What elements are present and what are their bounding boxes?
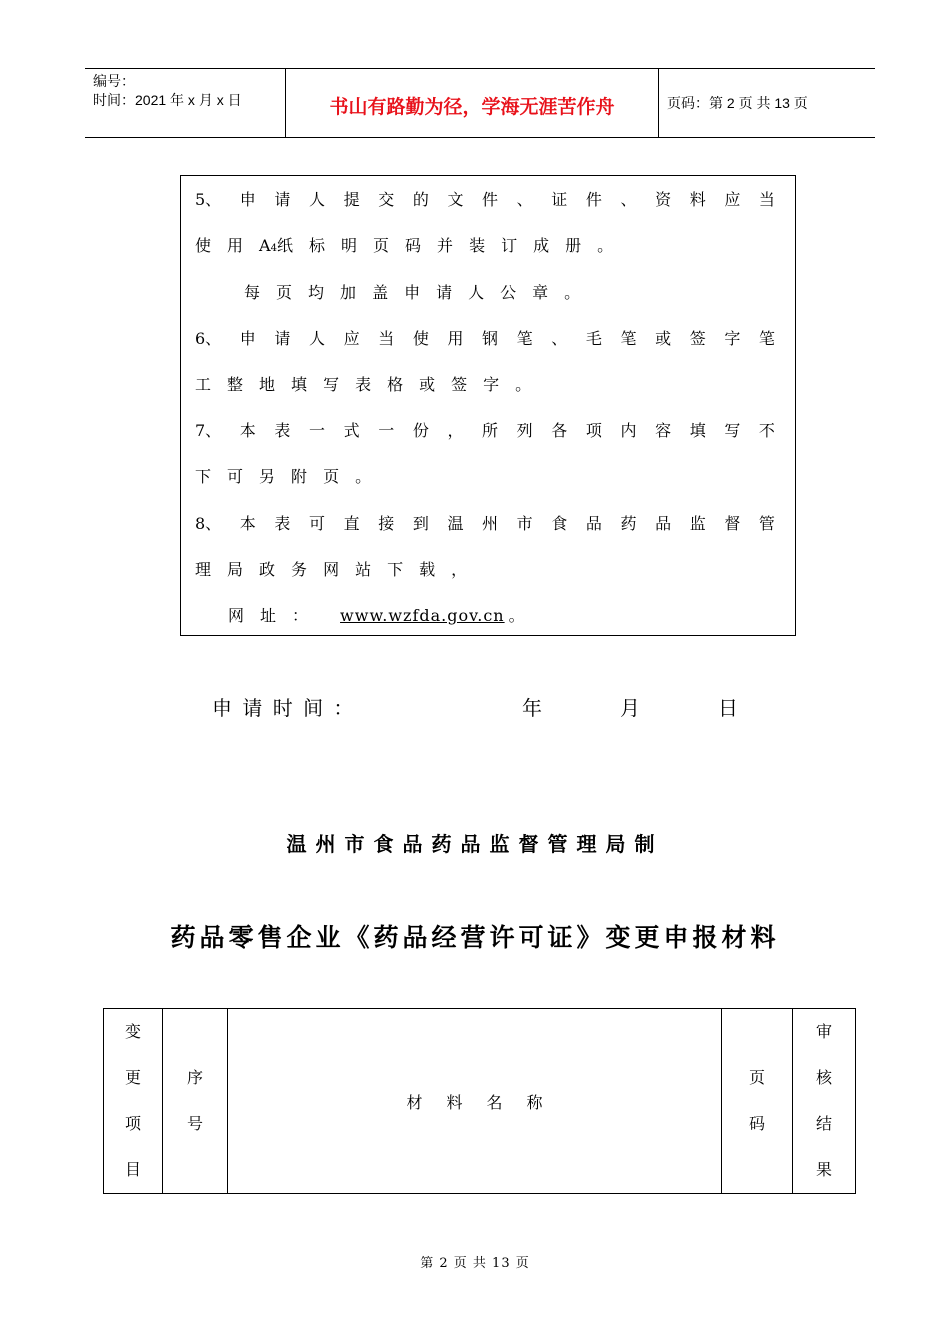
note-char: 料 (689, 190, 706, 209)
note-char: 称 (526, 1092, 543, 1112)
note-char: 市 (516, 514, 533, 533)
note-char: 本 (239, 421, 256, 440)
note-word: 用 (227, 236, 244, 255)
note-char: 名 (486, 1092, 503, 1112)
note-char: 管 (758, 514, 775, 533)
note-char: 人 (468, 283, 485, 302)
note-char: 使 (412, 329, 429, 348)
note-char: 、 (620, 190, 637, 209)
note-char: 。 (515, 375, 532, 394)
number-label: 编号： (93, 73, 135, 89)
note-char: 接 (378, 514, 395, 533)
note-char: 品 (655, 514, 672, 533)
note-tail (277, 235, 629, 257)
note-char: 当 (758, 190, 775, 209)
note-char: 理 (195, 560, 212, 579)
note-char: 字 (483, 375, 500, 394)
note-char: 下 (387, 560, 404, 579)
document-title: 药品零售企业《药品经营许可证》变更申报材料 (170, 923, 780, 952)
note-char: 各 (551, 421, 568, 440)
header-char: 变 (124, 1022, 141, 1041)
table-header-row (104, 1009, 856, 1194)
header-char: 码 (748, 1114, 765, 1133)
note-line (195, 328, 775, 350)
header-char: 页 (748, 1068, 765, 1087)
note-char: 应 (343, 329, 360, 348)
note-char: 到 (412, 514, 429, 533)
note-char: 表 (274, 514, 291, 533)
header-motto: 书山有路勤为径，学海无涯苦作舟 (329, 95, 615, 118)
month-label: 月 (620, 696, 640, 720)
note-char: 码 (405, 236, 422, 255)
note-char: 、 (516, 190, 533, 209)
header-divider (658, 69, 659, 137)
application-date-label: 申 请 时 间 ： (212, 696, 356, 720)
note-char: 笔 (758, 329, 775, 348)
note-char: 份 (412, 421, 429, 440)
header-page-label: 页码：第 2 页 共 13 页 (667, 95, 808, 111)
note-char: 材 (406, 1092, 423, 1112)
note-char: 用 (447, 329, 464, 348)
note-char: 标 (308, 236, 325, 255)
instructions-box (180, 175, 796, 636)
note-char: 下 (195, 467, 212, 486)
note-char: 一 (378, 421, 395, 440)
note-line (195, 513, 775, 535)
note-line (195, 466, 775, 488)
note-char: ： (292, 606, 309, 625)
note-char: 监 (689, 514, 706, 533)
note-line (195, 374, 775, 396)
issuing-authority: 温州市食品药品监督管理局制 (286, 832, 664, 856)
note-char: 字 (724, 329, 741, 348)
note-char: 8、 (195, 514, 222, 533)
note-char: 列 (516, 421, 533, 440)
note-char: 本 (239, 514, 256, 533)
note-char: 订 (501, 236, 518, 255)
note-char: 或 (655, 329, 672, 348)
note-char: 载 (419, 560, 436, 579)
header-char: 核 (815, 1068, 832, 1087)
note-char: 食 (551, 514, 568, 533)
note-char: 药 (620, 514, 637, 533)
note-char: 章 (532, 283, 549, 302)
note-char: 。 (597, 236, 614, 255)
note-char: 5、 (195, 190, 222, 209)
note-char: 文 (447, 190, 464, 209)
header-char: 号 (186, 1114, 203, 1133)
note-char: 人 (309, 190, 326, 209)
note-char: 网 (228, 606, 245, 625)
note-char: 、 (551, 329, 568, 348)
note-char: 请 (274, 329, 291, 348)
header-meta (93, 72, 242, 110)
note-char: 表 (274, 421, 291, 440)
note-char: 工 (195, 375, 212, 394)
note-char: 填 (291, 375, 308, 394)
note-char: 。 (355, 467, 372, 486)
note-char: 6、 (195, 329, 222, 348)
header-page (722, 1009, 793, 1194)
note-char: 件 (585, 190, 602, 209)
header-char: 目 (124, 1160, 141, 1179)
note-char: 公 (500, 283, 517, 302)
header-char: 项 (124, 1114, 141, 1133)
note-char: 当 (378, 329, 395, 348)
note-char: 笔 (620, 329, 637, 348)
paper-size-number: 4 (270, 243, 277, 254)
note-char: 站 (355, 560, 372, 579)
website-link[interactable]: www.wzfda.gov.cn (340, 606, 505, 625)
note-char: 提 (343, 190, 360, 209)
header-change-item (104, 1009, 163, 1194)
header-review-result (793, 1009, 856, 1194)
note-char: 页 (373, 236, 390, 255)
note-char: 笔 (516, 329, 533, 348)
header-material-name (228, 1009, 722, 1194)
note-char: 请 (274, 190, 291, 209)
paper-size (259, 235, 277, 257)
note-char: 成 (533, 236, 550, 255)
note-char: 签 (689, 329, 706, 348)
note-char: 整 (227, 375, 244, 394)
note-char: ， (447, 421, 464, 440)
note-char: 页 (276, 283, 293, 302)
note-char: 人 (309, 329, 326, 348)
note-line (195, 559, 775, 581)
page-header (85, 68, 875, 138)
note-char: 毛 (585, 329, 602, 348)
header-char: 结 (815, 1114, 832, 1133)
note-line (228, 605, 808, 627)
note-char: 应 (724, 190, 741, 209)
note-char: 均 (308, 283, 325, 302)
paper-size-letter: A (259, 236, 271, 255)
note-char: 地 (259, 375, 276, 394)
note-char: 并 (437, 236, 454, 255)
note-char: 装 (469, 236, 486, 255)
note-char: 政 (259, 560, 276, 579)
note-char: 料 (446, 1092, 463, 1112)
url-end: 。 (508, 606, 525, 625)
note-char: 格 (387, 375, 404, 394)
note-char: 申 (239, 190, 256, 209)
note-char: 一 (309, 421, 326, 440)
note-char: 不 (758, 421, 775, 440)
note-char: 7、 (195, 421, 222, 440)
year-label: 年 (522, 696, 542, 720)
note-char: 务 (291, 560, 308, 579)
note-char: 写 (724, 421, 741, 440)
note-char: 纸 (276, 236, 293, 255)
materials-table (103, 1008, 856, 1194)
note-char: 盖 (372, 283, 389, 302)
header-char: 审 (815, 1022, 832, 1041)
note-char: 件 (482, 190, 499, 209)
note-char: 钢 (482, 329, 499, 348)
page-footer: 第 2 页 共 13 页 (420, 1256, 530, 1271)
note-char: 网 (323, 560, 340, 579)
note-char: 温 (447, 514, 464, 533)
note-char: 的 (412, 190, 429, 209)
note-char: 内 (620, 421, 637, 440)
note-char: 证 (551, 190, 568, 209)
note-char: 每 (244, 283, 261, 302)
note-char: ， (451, 560, 468, 579)
note-char: 督 (724, 514, 741, 533)
note-char: 写 (323, 375, 340, 394)
note-char: 页 (323, 467, 340, 486)
note-char: 附 (291, 467, 308, 486)
note-char: 直 (343, 514, 360, 533)
note-line (195, 420, 775, 442)
note-char: 可 (309, 514, 326, 533)
note-char: 。 (564, 283, 581, 302)
note-char: 州 (482, 514, 499, 533)
note-char: 址 (260, 606, 277, 625)
header-char: 序 (186, 1068, 203, 1087)
note-char: 局 (227, 560, 244, 579)
note-char: 填 (689, 421, 706, 440)
note-line (195, 235, 775, 257)
note-char: 交 (378, 190, 395, 209)
note-char: 品 (585, 514, 602, 533)
note-char: 所 (482, 421, 499, 440)
note-char: 请 (436, 283, 453, 302)
header-char: 果 (815, 1160, 832, 1179)
note-char: 表 (355, 375, 372, 394)
note-word: 使 (195, 236, 212, 255)
note-char: 加 (340, 283, 357, 302)
note-char: 申 (239, 329, 256, 348)
day-label: 日 (718, 696, 738, 720)
note-char: 容 (655, 421, 672, 440)
time-label: 时间：2021 年 x 月 x 日 (93, 92, 242, 108)
note-line (244, 282, 824, 304)
note-char: 项 (585, 421, 602, 440)
header-char: 更 (124, 1068, 141, 1087)
note-char: 签 (451, 375, 468, 394)
header-seq (163, 1009, 228, 1194)
note-line (195, 189, 775, 211)
note-char: 或 (419, 375, 436, 394)
url-label (228, 605, 324, 627)
note-char: 式 (343, 421, 360, 440)
note-char: 可 (227, 467, 244, 486)
note-char: 另 (259, 467, 276, 486)
note-char: 册 (565, 236, 582, 255)
note-char: 明 (341, 236, 358, 255)
note-char: 资 (655, 190, 672, 209)
note-char: 申 (404, 283, 421, 302)
